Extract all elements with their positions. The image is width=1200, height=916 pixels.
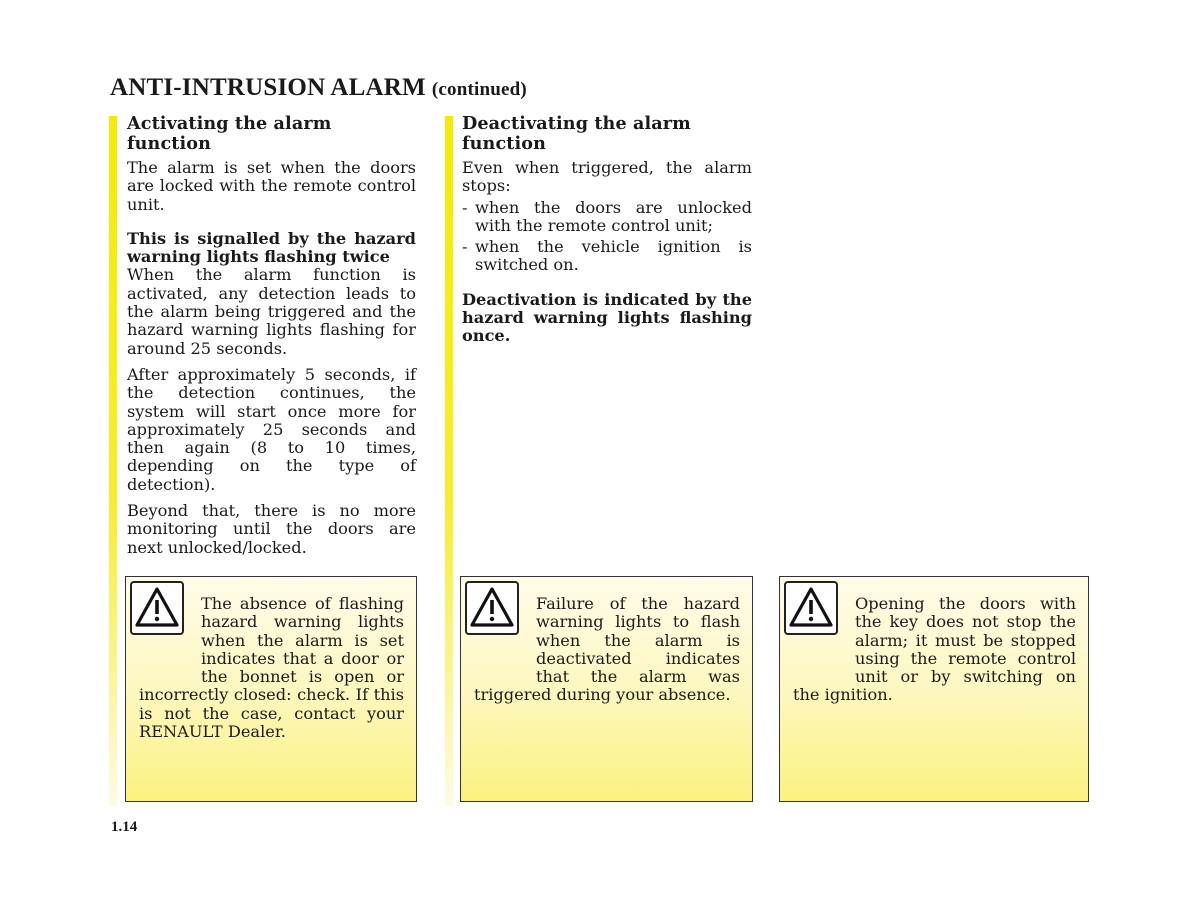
middle-yellow-margin-bar bbox=[445, 116, 453, 806]
activating-paragraph-4: Beyond that, there is no more monitoring until the doors are next unlocked/locked. bbox=[127, 501, 416, 557]
warning-box-hazard-lights-failure bbox=[460, 576, 753, 802]
list-item: - when the doors are unlocked with the remote control unit; bbox=[462, 199, 752, 236]
list-item: - when the vehicle ignition is switched on. bbox=[462, 238, 752, 275]
warning-triangle-icon bbox=[465, 581, 519, 635]
warning-triangle-icon bbox=[784, 581, 838, 635]
page-number: 1.14 bbox=[111, 819, 138, 835]
page-title-main: ANTI-INTRUSION ALARM bbox=[110, 74, 426, 101]
deactivating-heading: Deactivating the alarm function bbox=[462, 113, 691, 154]
left-yellow-margin-bar bbox=[109, 116, 117, 806]
activating-signal-note: This is signalled by the hazard warning lights flashing twice bbox=[127, 228, 416, 267]
activating-paragraph-3: After approximately 5 seconds, if the detection continues, the system will start once more for approximately 25 seconds and then again (8 to 10 times, depending on the type of detection). bbox=[127, 364, 416, 494]
activating-paragraph-2: When the alarm function is activated, any detection leads to the alarm being triggered and the hazard warning lights flashing for around 25 seconds. bbox=[127, 265, 416, 358]
deactivating-paragraph-1: Even when triggered, the alarm stops: bbox=[462, 158, 752, 196]
warning-text: The absence of flashing hazard warning lights when the alarm is set indicates that a door or the bonnet is open or incorrectly closed: check. If this is not the case, contact your RENAULT Dealer. bbox=[139, 594, 404, 742]
deactivating-indication-note: Deactivation is indicated by the hazard warning lights flashing once. bbox=[462, 289, 752, 346]
page-title-suffix: (continued) bbox=[431, 79, 527, 100]
deactivating-list bbox=[462, 199, 752, 275]
activating-paragraph-1: The alarm is set when the doors are locked with the remote control unit. bbox=[127, 158, 416, 214]
warning-text: Opening the doors with the key does not stop the alarm; it must be stopped using the remote control unit or by switching on the ignition. bbox=[793, 594, 1076, 705]
warning-text: Failure of the hazard warning lights to flash when the alarm is deactivated indicates that the alarm was triggered during your absence. bbox=[474, 594, 740, 705]
page-title bbox=[110, 74, 527, 102]
activating-heading: Activating the alarm function bbox=[127, 113, 332, 154]
deactivating-section bbox=[462, 114, 752, 346]
warning-box-key-opening bbox=[779, 576, 1089, 802]
activating-section bbox=[127, 114, 416, 557]
warning-triangle-icon bbox=[130, 581, 184, 635]
warning-box-hazard-lights-absence bbox=[125, 576, 417, 802]
